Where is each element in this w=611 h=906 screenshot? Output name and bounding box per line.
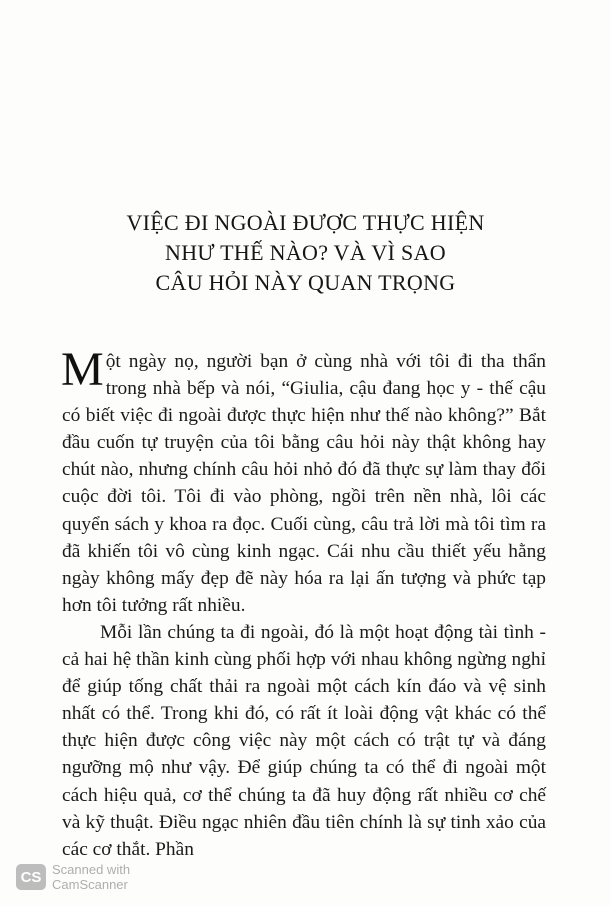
drop-cap: M: [61, 343, 104, 396]
paragraph-1: [61, 343, 546, 619]
camscanner-logo-icon: CS: [16, 864, 46, 890]
paragraph-2: Mỗi lần chúng ta đi ngoài, đó là một hoạt động tài tình - cả hai hệ thần kinh cùng phối hợp với nhau không ngừng nghỉ để giúp tống chất thải ra ngoài một cách kín đáo và vệ sinh nhất có thể. Trong khi đó, có rất ít loài động vật khác có thể thực hiện được công việc này một cách có trật tự và đáng ngưỡng mộ như vậy. Để giúp chúng ta có thể đi ngoài một cách hiệu quả, cơ thể chúng ta đã huy động rất nhiều cơ chế và kỹ thuật. Điều ngạc nhiên đầu tiên chính là sự tinh xảo của các cơ thắt. Phần: [62, 621, 546, 860]
watermark-line-1: Scanned with: [52, 862, 131, 877]
chapter-title-line-3: CÂU HỎI NÀY QUAN TRỌNG: [155, 270, 456, 295]
watermark-text: [52, 862, 130, 892]
body-text: [61, 343, 546, 863]
camscanner-watermark: [16, 860, 130, 894]
chapter-title-line-2: NHƯ THẾ NÀO? VÀ VÌ SAO: [165, 240, 446, 265]
chapter-title-line-1: VIỆC ĐI NGOÀI ĐƯỢC THỰC HIỆN: [126, 210, 485, 235]
chapter-title: [60, 208, 551, 298]
watermark-line-2: CamScanner: [52, 877, 128, 892]
paragraph-1-text: ột ngày nọ, người bạn ở cùng nhà với tôi đi tha thẩn trong nhà bếp và nói, “Giulia, cậu đang học y - thế cậu có biết việc đi ngoài được thực hiện như thế nào không?” Bắt đầu cuốn tự truyện của tôi bằng câu hỏi này thật không hay chút nào, nhưng chính câu hỏi nhỏ đó đã thực sự làm thay đổi cuộc đời tôi. Tôi đi vào phòng, ngồi trên nền nhà, lôi các quyển sách y khoa ra đọc. Cuối cùng, câu trả lời mà tôi tìm ra đã khiến tôi vô cùng kinh ngạc. Cái nhu cầu thiết yếu hằng ngày không mấy đẹp đẽ này hóa ra lại ấn tượng và phức tạp hơn tôi tưởng rất nhiều.: [62, 351, 546, 616]
